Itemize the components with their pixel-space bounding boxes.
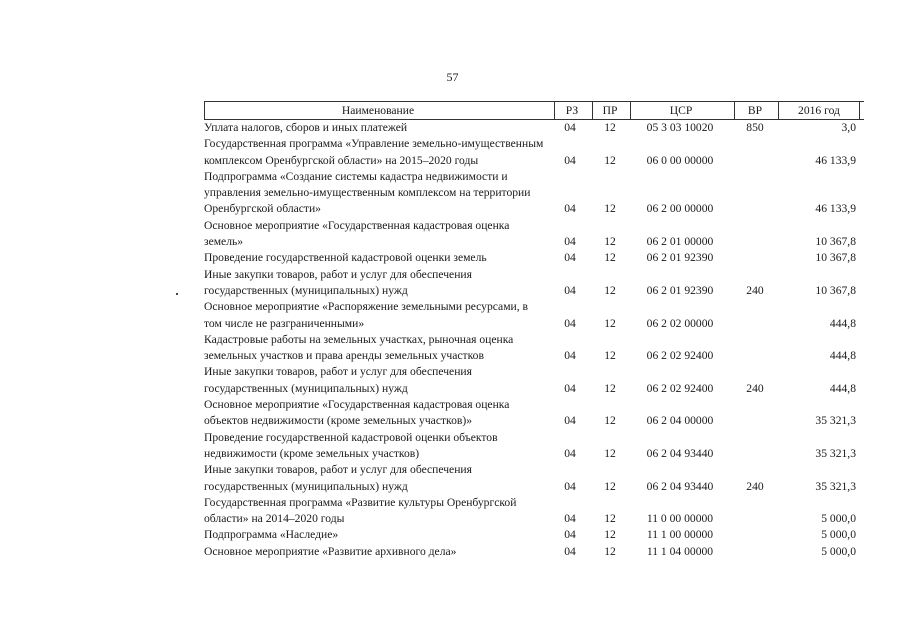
row-csr: 11 1 00 00000 <box>646 528 714 542</box>
row-csr: 06 2 02 92400 <box>646 349 714 363</box>
row-sum: 444,8 <box>829 316 856 330</box>
table-row <box>204 299 864 332</box>
row-csr: 06 0 00 00000 <box>646 153 714 167</box>
row-sum: 5 000,0 <box>821 528 856 542</box>
page-number: 57 <box>446 70 459 84</box>
table-row <box>204 120 864 136</box>
row-name: Основное мероприятие «Распоряжение земельными ресурсами, в том числе не разграниченными» <box>204 300 529 330</box>
row-rz: 04 <box>564 446 576 460</box>
row-sum: 10 367,8 <box>815 235 856 249</box>
row-csr: 05 3 03 10020 <box>646 121 714 134</box>
row-sum: 444,8 <box>829 381 856 395</box>
row-csr: 06 2 01 92390 <box>646 251 714 265</box>
header-pr: ПР <box>592 102 627 119</box>
row-sum: 444,8 <box>829 349 856 363</box>
row-csr: 06 2 04 00000 <box>646 414 714 428</box>
header-vr: ВР <box>734 102 775 119</box>
row-rz: 04 <box>564 153 576 167</box>
row-sum: 46 133,9 <box>815 202 856 216</box>
row-pr: 12 <box>604 316 616 330</box>
row-pr: 12 <box>604 381 616 395</box>
row-pr: 12 <box>604 446 616 460</box>
row-pr: 12 <box>604 414 616 428</box>
row-sum: 10 367,8 <box>815 251 856 265</box>
row-pr: 12 <box>604 202 616 216</box>
row-csr: 06 2 02 00000 <box>646 316 714 330</box>
row-pr: 12 <box>604 283 616 297</box>
table-row <box>204 430 864 463</box>
header-rz: РЗ <box>554 102 589 119</box>
row-rz: 04 <box>564 349 576 363</box>
header-name: Наименование <box>204 102 551 119</box>
row-pr: 12 <box>604 544 616 558</box>
table-row <box>204 250 864 266</box>
row-vr: 240 <box>746 381 764 395</box>
row-name: Государственная программа «Управление земельно-имущественным комплексом Оренбургской области» на 2015–2020 годы <box>204 137 544 167</box>
row-csr: 06 2 02 92400 <box>646 381 714 395</box>
row-vr: 240 <box>746 283 764 297</box>
row-name: Основное мероприятие «Развитие архивного дела» <box>204 544 457 558</box>
row-pr: 12 <box>604 251 616 265</box>
table-row <box>204 364 864 397</box>
row-name: Уплата налогов, сборов и иных платежей <box>204 121 408 134</box>
row-pr: 12 <box>604 121 616 134</box>
row-vr: 850 <box>746 121 764 134</box>
row-csr: 06 2 01 92390 <box>646 283 714 297</box>
budget-table <box>204 101 864 560</box>
row-name: Проведение государственной кадастровой оценки земель <box>204 251 487 265</box>
row-sum: 5 000,0 <box>821 544 856 558</box>
row-csr: 11 0 00 00000 <box>646 512 714 526</box>
row-name: Иные закупки товаров, работ и услуг для обеспечения государственных (муниципальных) нужд <box>204 267 472 297</box>
row-rz: 04 <box>564 544 576 558</box>
row-csr: 06 2 04 93440 <box>646 479 714 493</box>
row-name: Кадастровые работы на земельных участках, рыночная оценка земельных участков и права аренды земельных участков <box>204 332 514 363</box>
row-csr: 06 2 04 93440 <box>646 446 714 460</box>
table-row <box>204 495 864 528</box>
table-row <box>204 397 864 430</box>
table-row <box>204 462 864 495</box>
row-pr: 12 <box>604 153 616 167</box>
row-vr: 240 <box>746 479 764 493</box>
row-rz: 04 <box>564 414 576 428</box>
row-rz: 04 <box>564 202 576 216</box>
table-row <box>204 527 864 543</box>
row-csr: 06 2 01 00000 <box>646 235 714 249</box>
table-row <box>204 267 864 300</box>
row-pr: 12 <box>604 235 616 249</box>
table-row <box>204 332 864 365</box>
row-sum: 10 367,8 <box>815 283 856 297</box>
row-pr: 12 <box>604 528 616 542</box>
row-pr: 12 <box>604 479 616 493</box>
table-row <box>204 218 864 251</box>
row-sum: 5 000,0 <box>821 512 856 526</box>
row-name: Иные закупки товаров, работ и услуг для обеспечения государственных (муниципальных) нужд <box>204 365 472 395</box>
row-name: Подпрограмма «Создание системы кадастра недвижимости и управления земельно-имущественным комплексом на территории Оренбургской области» <box>204 169 531 216</box>
row-sum: 35 321,3 <box>815 479 856 493</box>
row-pr: 12 <box>604 349 616 363</box>
row-rz: 04 <box>564 381 576 395</box>
row-rz: 04 <box>564 121 576 134</box>
row-pr: 12 <box>604 512 616 526</box>
row-rz: 04 <box>564 283 576 297</box>
row-rz: 04 <box>564 479 576 493</box>
table-header <box>204 101 864 120</box>
row-name: Основное мероприятие «Государственная кадастровая оценка объектов недвижимости (кроме земельных участков)» <box>204 398 510 428</box>
scan-speck <box>176 293 178 295</box>
row-sum: 46 133,9 <box>815 153 856 167</box>
row-name: Государственная программа «Развитие культуры Оренбургской области» на 2014–2020 годы <box>204 495 517 526</box>
row-name: Основное мероприятие «Государственная кадастровая оценка земель» <box>204 218 510 249</box>
header-year: 2016 год <box>778 102 860 119</box>
row-csr: 06 2 00 00000 <box>646 202 714 216</box>
row-name: Проведение государственной кадастровой оценки объектов недвижимости (кроме земельных участков) <box>204 430 498 460</box>
row-rz: 04 <box>564 528 576 542</box>
row-rz: 04 <box>564 251 576 265</box>
table-row <box>204 136 864 169</box>
table-row <box>204 169 864 218</box>
row-csr: 11 1 04 00000 <box>646 544 714 558</box>
header-csr: ЦСР <box>630 102 731 119</box>
row-sum: 35 321,3 <box>815 446 856 460</box>
row-sum: 35 321,3 <box>815 414 856 428</box>
row-sum: 3,0 <box>841 121 856 134</box>
row-rz: 04 <box>564 512 576 526</box>
row-rz: 04 <box>564 235 576 249</box>
table-row <box>204 544 864 560</box>
table-body <box>204 120 864 560</box>
row-rz: 04 <box>564 316 576 330</box>
row-name: Подпрограмма «Наследие» <box>204 528 339 542</box>
row-name: Иные закупки товаров, работ и услуг для обеспечения государственных (муниципальных) нужд <box>204 463 472 493</box>
